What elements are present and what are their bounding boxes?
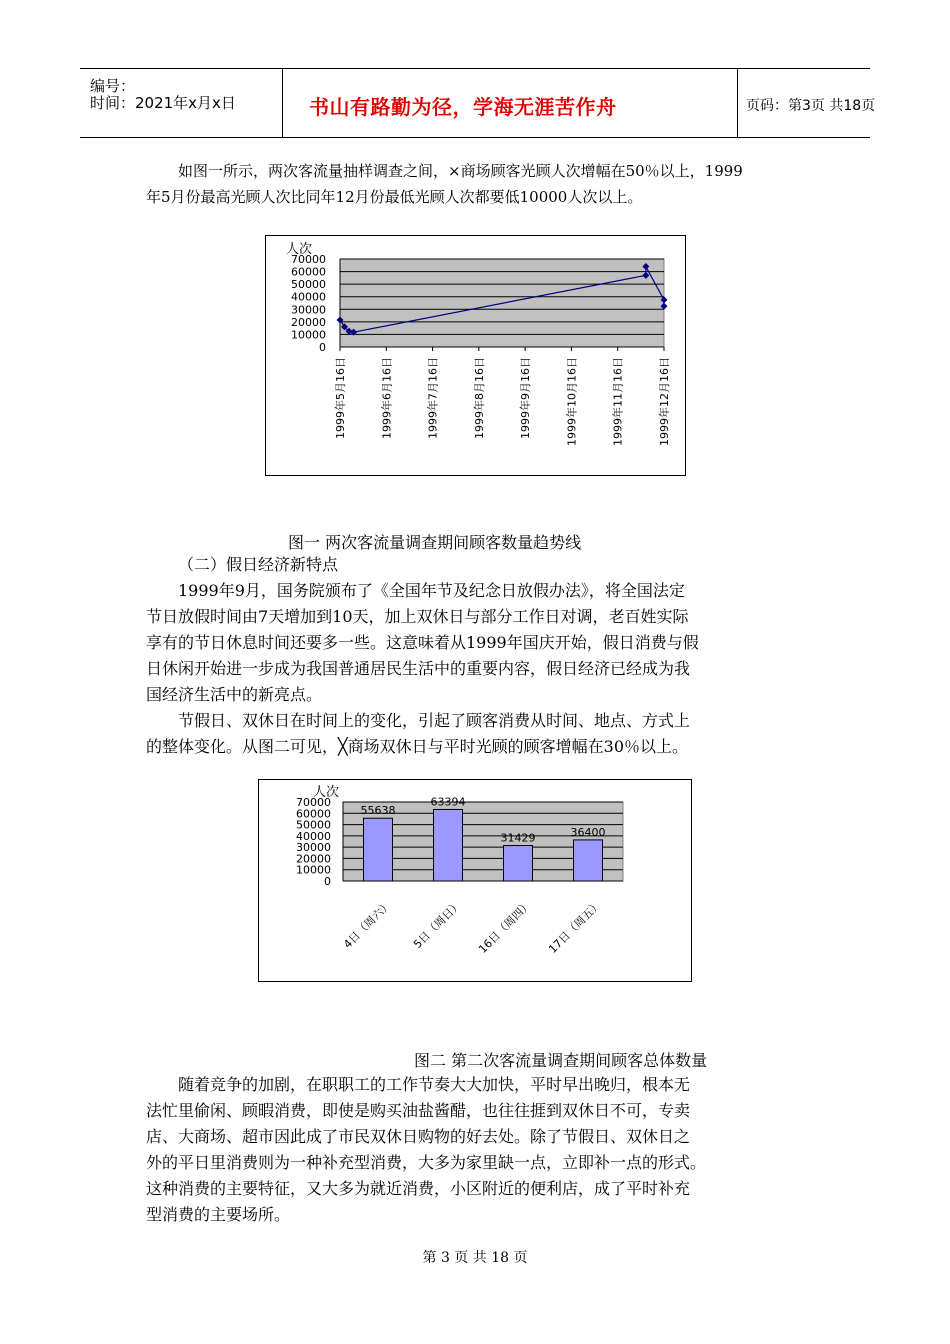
x-tick-label: 16日（周四） xyxy=(476,897,535,956)
para1-line-2: 节日放假时间由7天增加到10天，加上双休日与部分工作日对调，老百姓实际 xyxy=(146,607,689,626)
x-tick-label: 1999年5月16日 xyxy=(334,357,347,439)
para3-line-2: 法忙里偷闲、顾暇消费，即使是购买油盐酱醋，也往往捱到双休日不可，专卖 xyxy=(146,1101,691,1120)
x-tick-label: 1999年12月16日 xyxy=(658,357,671,446)
para3-line-4: 外的平日里消费则为一种补充型消费，大多为家里缺一点，立即补一点的形式。 xyxy=(146,1153,707,1172)
figure2-caption: 图二 第二次客流量调查期间顾客总体数量 xyxy=(414,1051,708,1070)
para1-line-3: 享有的节日休息时间还要多一些。这意味着从1999年国庆开始，假日消费与假 xyxy=(146,633,699,652)
y-tick-label: 10000 xyxy=(296,863,331,877)
y-tick-label: 60000 xyxy=(291,265,326,279)
intro-line-2: 年5月份最高光顾人次比同年12月份最低光顾人次都要低10000人次以上。 xyxy=(146,188,643,206)
y-tick-label: 20000 xyxy=(291,315,326,329)
y-tick-label: 40000 xyxy=(291,290,326,304)
y-tick-label: 30000 xyxy=(296,841,331,855)
bar xyxy=(364,818,393,881)
date-label: 时间：2021年x月x日 xyxy=(90,94,236,112)
para1-line-1: 1999年9月，国务院颁布了《全国年节及纪念日放假办法》，将全国法定 xyxy=(178,581,685,600)
header-page-cell xyxy=(736,69,876,137)
y-tick-label: 50000 xyxy=(291,278,326,292)
y-tick-label: 70000 xyxy=(296,796,331,809)
line-chart xyxy=(266,236,685,475)
motto: 书山有路勤为径，学海无涯苦作舟 xyxy=(309,95,617,119)
para2-line-2: 的整体变化。从图二可见，╳商场双休日与平时光顾的顾客增幅在30％以上。 xyxy=(146,737,688,756)
page-header xyxy=(80,68,876,138)
y-tick-label: 20000 xyxy=(296,852,331,866)
y-axis-label: 人次 xyxy=(286,242,313,257)
data-label: 55638 xyxy=(360,804,396,818)
para3-line-6: 型消费的主要场所。 xyxy=(146,1205,291,1224)
x-tick-label: 1999年6月16日 xyxy=(380,357,394,439)
bar-chart-frame xyxy=(258,779,692,982)
x-tick-label: 1999年10月16日 xyxy=(565,357,579,446)
para3-line-1: 随着竞争的加剧，在职职工的工作节奏大大加快，平时早出晚归，根本无 xyxy=(178,1075,691,1094)
y-tick-label: 10000 xyxy=(291,328,326,342)
x-tick-label: 17日（周五） xyxy=(546,897,605,956)
data-label: 31429 xyxy=(500,831,536,845)
page-info: 页码：第3页 共18页 xyxy=(746,98,876,114)
x-tick-label: 4日（周六） xyxy=(341,897,395,951)
y-tick-label: 0 xyxy=(324,875,331,888)
y-tick-label: 60000 xyxy=(296,807,331,821)
intro-line-1: 如图一所示，两次客流量抽样调查之间，×商场顾客光顾人次增幅在50％以上，1999 xyxy=(178,162,743,180)
header-meta xyxy=(80,69,282,137)
line-chart-frame xyxy=(265,235,686,476)
x-tick-label: 1999年8月16日 xyxy=(472,357,486,439)
y-tick-label: 40000 xyxy=(296,829,331,843)
bar xyxy=(504,846,533,881)
para1-line-4: 日休闲开始进一步成为我国普通居民生活中的重要内容，假日经济已经成为我 xyxy=(146,659,691,678)
x-tick-label: 1999年11月16日 xyxy=(611,357,625,446)
section2-heading: （二）假日经济新特点 xyxy=(178,555,339,574)
page-footer: 第 3 页 共 18 页 xyxy=(422,1250,528,1266)
bar xyxy=(434,809,463,881)
y-tick-label: 70000 xyxy=(291,253,326,266)
bar-chart xyxy=(259,780,691,981)
figure1-caption: 图一 两次客流量调查期间顾客数量趋势线 xyxy=(288,533,582,552)
x-tick-label: 1999年7月16日 xyxy=(426,357,440,439)
data-label: 36400 xyxy=(570,825,606,839)
y-tick-label: 50000 xyxy=(296,818,331,832)
para1-line-5: 国经济生活中的新亮点。 xyxy=(146,685,323,704)
para2-line-1: 节假日、双休日在时间上的变化，引起了顾客消费从时间、地点、方式上 xyxy=(178,711,691,730)
number-label: 编号： xyxy=(90,77,136,95)
data-label: 63394 xyxy=(430,795,466,809)
y-tick-label: 30000 xyxy=(291,303,326,317)
y-axis-label: 人次 xyxy=(313,785,340,800)
x-tick-label: 1999年9月16日 xyxy=(519,357,533,439)
para3-line-5: 这种消费的主要特征，又大多为就近消费，小区附近的便利店，成了平时补充 xyxy=(146,1179,691,1198)
header-motto-cell xyxy=(282,69,738,137)
para3-line-3: 店、大商场、超市因此成了市民双休日购物的好去处。除了节假日、双休日之 xyxy=(146,1127,691,1146)
bar xyxy=(574,840,603,881)
x-tick-label: 5日（周日） xyxy=(411,897,465,951)
y-tick-label: 0 xyxy=(319,341,326,354)
